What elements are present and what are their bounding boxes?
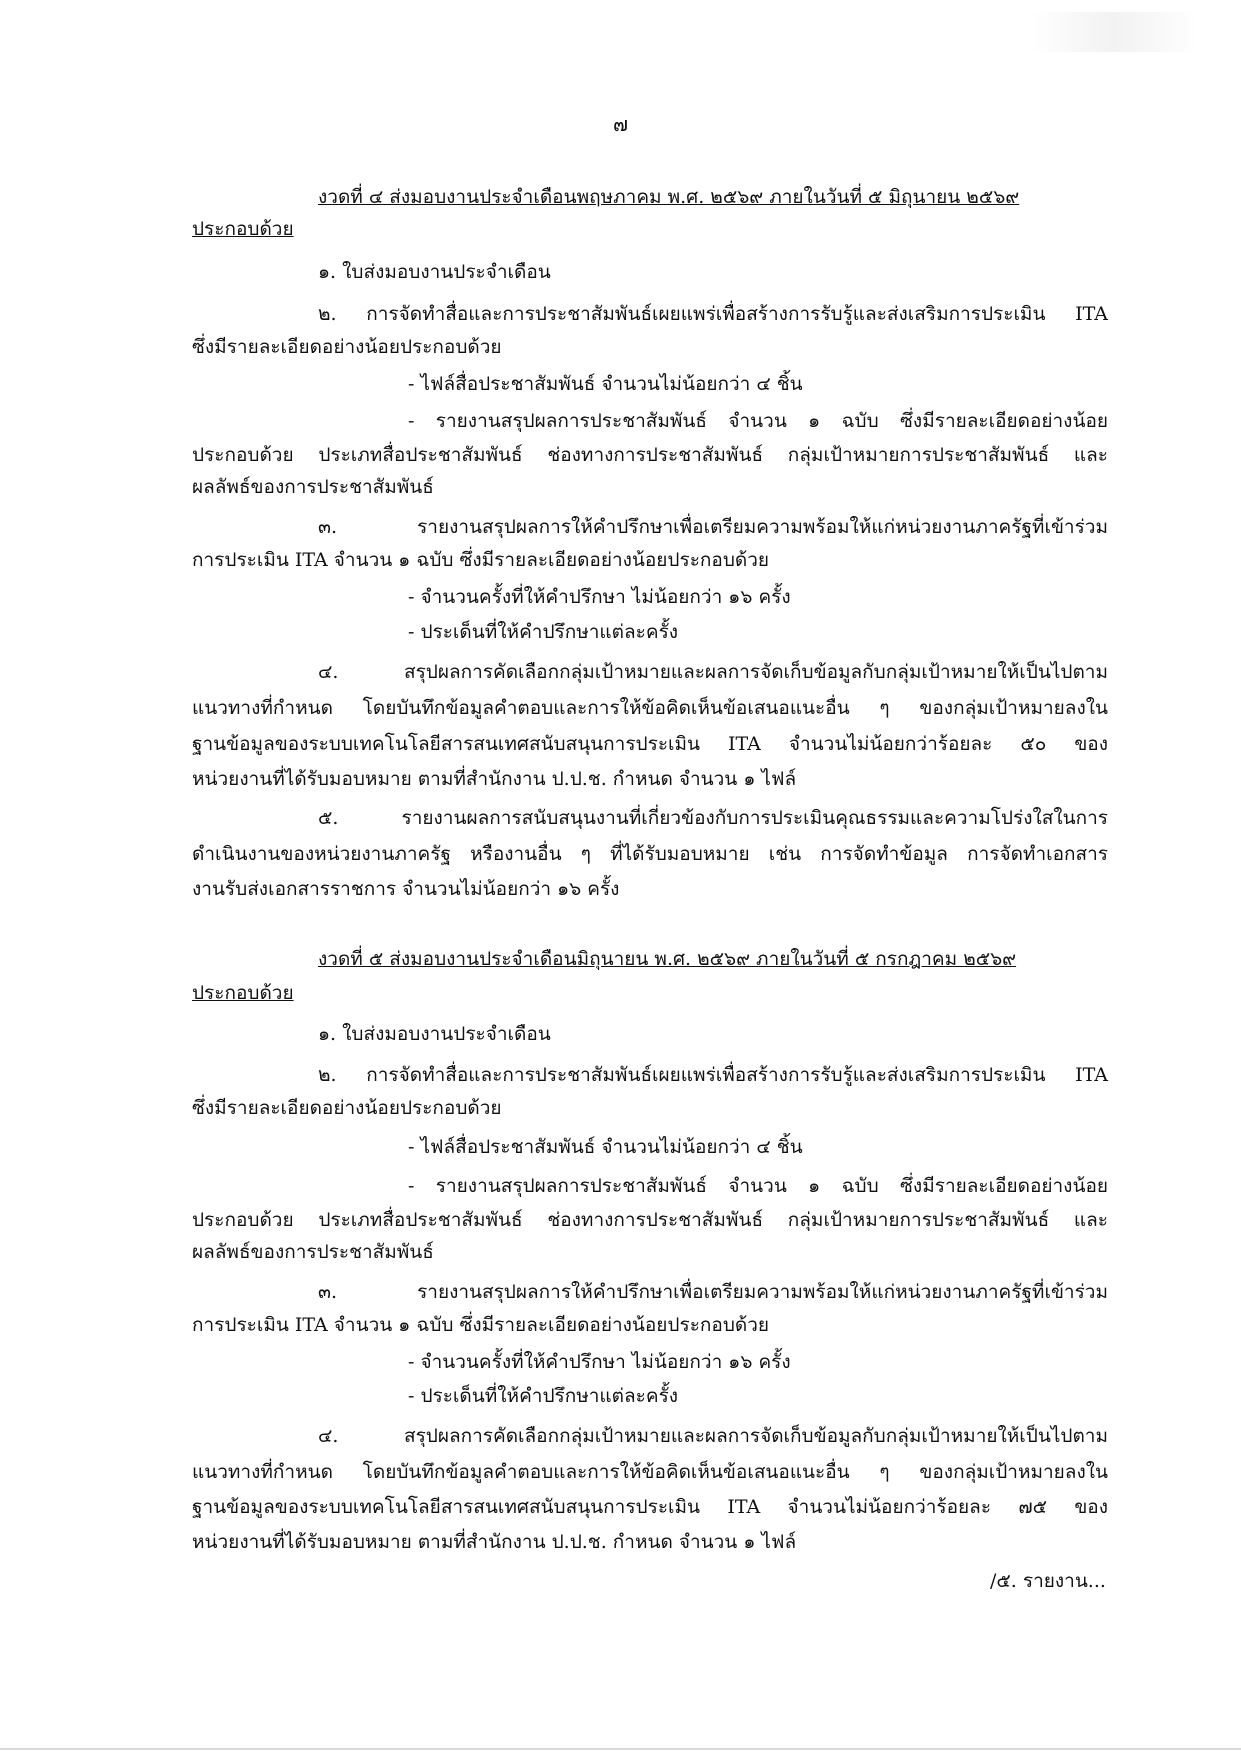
bullet-item: - จำนวนครั้งที่ให้คำปรึกษา ไม่น้อยกว่า ๑๖ ครั้ง — [408, 1351, 791, 1373]
list-item: ๓. รายงานสรุปผลการให้คำปรึกษาเพื่อเตรียมความพร้อมให้แก่หน่วยงานภาครัฐที่เข้าร่วม — [318, 1281, 1108, 1303]
list-item-continuation: แนวทางที่กำหนด โดยบันทึกข้อมูลคำตอบและการให้ข้อคิดเห็นข้อเสนอแนะอื่น ๆ ของกลุ่มเป้าหมายลงใน — [192, 697, 1108, 719]
bullet-item: - รายงานสรุปผลการประชาสัมพันธ์ จำนวน ๑ ฉบับ ซึ่งมีรายละเอียดอย่างน้อย — [408, 410, 1108, 432]
section-heading: งวดที่ ๔ ส่งมอบงานประจำเดือนพฤษภาคม พ.ศ. ๒๕๖๙ ภายในวันที่ ๕ มิถุนายน ๒๕๖๙ — [318, 186, 1020, 208]
continuation-note: /๕. รายงาน... — [990, 1570, 1106, 1592]
list-item: ๑. ใบส่งมอบงานประจำเดือน — [318, 1023, 551, 1045]
list-item: ๔. สรุปผลการคัดเลือกกลุ่มเป้าหมายและผลการจัดเก็บข้อมูลกับกลุ่มเป้าหมายให้เป็นไปตาม — [318, 661, 1108, 683]
section-heading: งวดที่ ๕ ส่งมอบงานประจำเดือนมิถุนายน พ.ศ. ๒๕๖๙ ภายในวันที่ ๕ กรกฎาคม ๒๕๖๙ — [318, 948, 1017, 970]
list-item: ๕. รายงานผลการสนับสนุนงานที่เกี่ยวข้องกับการประเมินคุณธรรมและความโปร่งใสในการ — [318, 807, 1108, 829]
list-item: ๒. การจัดทำสื่อและการประชาสัมพันธ์เผยแพร่เพื่อสร้างการรับรู้และส่งเสริมการประเมิน ITA — [318, 1064, 1108, 1086]
section-subheading: ประกอบด้วย — [192, 982, 294, 1004]
list-item: ๔. สรุปผลการคัดเลือกกลุ่มเป้าหมายและผลการจัดเก็บข้อมูลกับกลุ่มเป้าหมายให้เป็นไปตาม — [318, 1425, 1108, 1447]
bullet-item: - รายงานสรุปผลการประชาสัมพันธ์ จำนวน ๑ ฉบับ ซึ่งมีรายละเอียดอย่างน้อย — [408, 1175, 1108, 1197]
page-number: ๗ — [612, 112, 629, 136]
list-item-continuation: หน่วยงานที่ได้รับมอบหมาย ตามที่สำนักงาน ป.ป.ช. กำหนด จำนวน ๑ ไฟล์ — [192, 768, 797, 790]
list-item-continuation: ซึ่งมีรายละเอียดอย่างน้อยประกอบด้วย — [192, 1097, 502, 1119]
list-item-continuation: แนวทางที่กำหนด โดยบันทึกข้อมูลคำตอบและการให้ข้อคิดเห็นข้อเสนอแนะอื่น ๆ ของกลุ่มเป้าหมายลงใน — [192, 1461, 1108, 1483]
bullet-item-continuation: ผลลัพธ์ของการประชาสัมพันธ์ — [192, 1241, 434, 1263]
list-item-continuation: ดำเนินงานของหน่วยงานภาครัฐ หรืองานอื่น ๆ ที่ได้รับมอบหมาย เช่น การจัดทำข้อมูล การจัดทำเอกสาร — [192, 843, 1108, 865]
scan-smudge — [1030, 12, 1200, 52]
list-item-continuation: การประเมิน ITA จำนวน ๑ ฉบับ ซึ่งมีรายละเอียดอย่างน้อยประกอบด้วย — [192, 549, 770, 571]
scan-edge — [0, 1748, 1241, 1750]
list-item-continuation: งานรับส่งเอกสารราชการ จำนวนไม่น้อยกว่า ๑๖ ครั้ง — [192, 878, 620, 900]
bullet-item-continuation: ผลลัพธ์ของการประชาสัมพันธ์ — [192, 476, 434, 498]
bullet-item: - ประเด็นที่ให้คำปรึกษาแต่ละครั้ง — [408, 621, 679, 643]
list-item-continuation: ฐานข้อมูลของระบบเทคโนโลยีสารสนเทศสนับสนุนการประเมิน ITA จำนวนไม่น้อยกว่าร้อยละ ๕๐ ของ — [192, 733, 1108, 755]
bullet-item-continuation: ประกอบด้วย ประเภทสื่อประชาสัมพันธ์ ช่องทางการประชาสัมพันธ์ กลุ่มเป้าหมายการประชาสัมพันธ์ และ — [192, 1209, 1108, 1231]
bullet-item: - ไฟล์สื่อประชาสัมพันธ์ จำนวนไม่น้อยกว่า ๔ ชิ้น — [408, 1136, 803, 1158]
list-item-continuation: การประเมิน ITA จำนวน ๑ ฉบับ ซึ่งมีรายละเอียดอย่างน้อยประกอบด้วย — [192, 1314, 770, 1336]
list-item-continuation: ฐานข้อมูลของระบบเทคโนโลยีสารสนเทศสนับสนุนการประเมิน ITA จำนวนไม่น้อยกว่าร้อยละ ๗๕ ของ — [192, 1496, 1108, 1518]
list-item: ๓. รายงานสรุปผลการให้คำปรึกษาเพื่อเตรียมความพร้อมให้แก่หน่วยงานภาครัฐที่เข้าร่วม — [318, 516, 1108, 538]
bullet-item: - จำนวนครั้งที่ให้คำปรึกษา ไม่น้อยกว่า ๑๖ ครั้ง — [408, 586, 791, 608]
section-subheading: ประกอบด้วย — [192, 218, 294, 240]
bullet-item-continuation: ประกอบด้วย ประเภทสื่อประชาสัมพันธ์ ช่องทางการประชาสัมพันธ์ กลุ่มเป้าหมายการประชาสัมพันธ์ และ — [192, 444, 1108, 466]
list-item: ๒. การจัดทำสื่อและการประชาสัมพันธ์เผยแพร่เพื่อสร้างการรับรู้และส่งเสริมการประเมิน ITA — [318, 303, 1108, 325]
bullet-item: - ประเด็นที่ให้คำปรึกษาแต่ละครั้ง — [408, 1385, 679, 1407]
list-item: ๑. ใบส่งมอบงานประจำเดือน — [318, 261, 551, 283]
list-item-continuation: หน่วยงานที่ได้รับมอบหมาย ตามที่สำนักงาน ป.ป.ช. กำหนด จำนวน ๑ ไฟล์ — [192, 1531, 797, 1553]
list-item-continuation: ซึ่งมีรายละเอียดอย่างน้อยประกอบด้วย — [192, 336, 502, 358]
bullet-item: - ไฟล์สื่อประชาสัมพันธ์ จำนวนไม่น้อยกว่า ๔ ชิ้น — [408, 373, 803, 395]
